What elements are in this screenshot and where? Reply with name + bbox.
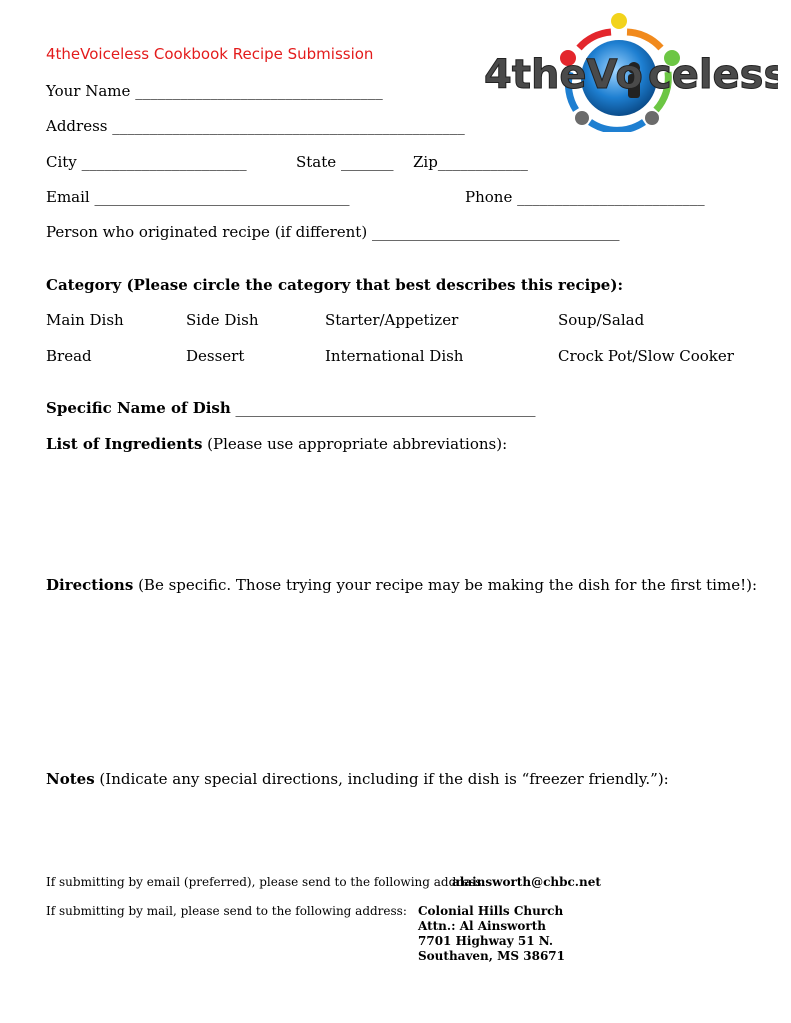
- mailing-address-line: Attn.: Al Ainsworth: [418, 919, 547, 933]
- dish-name-line[interactable]: ________________________________________: [235, 399, 536, 417]
- address-line[interactable]: _______________________________________________: [112, 117, 465, 135]
- state-field[interactable]: [296, 153, 393, 171]
- email-submission-text: If submitting by email (preferred), please send to the following address:: [46, 875, 486, 889]
- state-line[interactable]: _______: [340, 153, 394, 171]
- your-name-line[interactable]: _________________________________: [135, 82, 383, 100]
- mailing-address-line: 7701 Highway 51 N.: [418, 934, 554, 948]
- mail-submission-text: If submitting by mail, please send to the following address:: [46, 904, 407, 918]
- mailing-address-line: Colonial Hills Church: [418, 904, 564, 918]
- notes-note: (Indicate any special directions, including if the dish is “freezer friendly.”):: [99, 770, 669, 788]
- phone-line[interactable]: _________________________: [517, 188, 705, 206]
- directions-label: Directions: [46, 576, 134, 594]
- notes-label: Notes: [46, 770, 95, 788]
- city-line[interactable]: ______________________: [81, 153, 247, 171]
- address-field[interactable]: [46, 117, 465, 135]
- dish-name-label: Specific Name of Dish: [46, 399, 231, 417]
- logo-text-right: celess: [648, 52, 778, 98]
- logo: [478, 10, 778, 132]
- your-name-field[interactable]: [46, 82, 383, 100]
- logo-gray-figure-left: [575, 111, 589, 125]
- submission-email-address[interactable]: alainsworth@chbc.net: [452, 875, 601, 889]
- phone-label: Phone: [465, 188, 513, 206]
- ingredients-section: [46, 435, 507, 453]
- category-bread[interactable]: Bread: [46, 347, 92, 365]
- form-title: 4theVoiceless Cookbook Recipe Submission: [46, 45, 374, 63]
- email-line[interactable]: __________________________________: [94, 188, 350, 206]
- city-field[interactable]: [46, 153, 247, 171]
- originator-line[interactable]: _________________________________: [371, 223, 620, 241]
- email-label: Email: [46, 188, 90, 206]
- mailing-address: [418, 904, 565, 964]
- category-international-dish[interactable]: International Dish: [325, 347, 464, 365]
- category-main-dish[interactable]: Main Dish: [46, 311, 124, 329]
- logo-graphic: [478, 10, 778, 132]
- ingredients-label: List of Ingredients: [46, 435, 203, 453]
- directions-note: (Be specific. Those trying your recipe may be making the dish for the first time!):: [138, 576, 758, 594]
- category-dessert[interactable]: Dessert: [186, 347, 245, 365]
- logo-yellow-figure: [611, 13, 627, 29]
- originator-field[interactable]: [46, 223, 619, 241]
- category-soup-salad[interactable]: Soup/Salad: [558, 311, 645, 329]
- originator-label: Person who originated recipe (if different): [46, 223, 368, 241]
- address-label: Address: [46, 117, 108, 135]
- directions-section: [46, 576, 757, 594]
- logo-gray-figure-right: [645, 111, 659, 125]
- zip-label: Zip: [413, 153, 438, 171]
- phone-field[interactable]: [465, 188, 705, 206]
- logo-blue-arm: [590, 122, 644, 130]
- category-side-dish[interactable]: Side Dish: [186, 311, 259, 329]
- notes-section: [46, 770, 669, 788]
- state-label: State: [296, 153, 337, 171]
- ingredients-note: (Please use appropriate abbreviations):: [207, 435, 508, 453]
- city-label: City: [46, 153, 77, 171]
- category-starter-appetizer[interactable]: Starter/Appetizer: [325, 311, 459, 329]
- category-heading: Category (Please circle the category that best describes this recipe):: [46, 276, 623, 294]
- zip-line[interactable]: ____________: [437, 153, 528, 171]
- category-crock-pot[interactable]: Crock Pot/Slow Cooker: [558, 347, 734, 365]
- email-field[interactable]: [46, 188, 350, 206]
- dish-name-field[interactable]: [46, 399, 536, 417]
- mailing-address-line: Southaven, MS 38671: [418, 949, 565, 963]
- zip-field[interactable]: [413, 153, 528, 171]
- logo-text-left: 4theVo: [484, 52, 643, 98]
- your-name-label: Your Name: [46, 82, 131, 100]
